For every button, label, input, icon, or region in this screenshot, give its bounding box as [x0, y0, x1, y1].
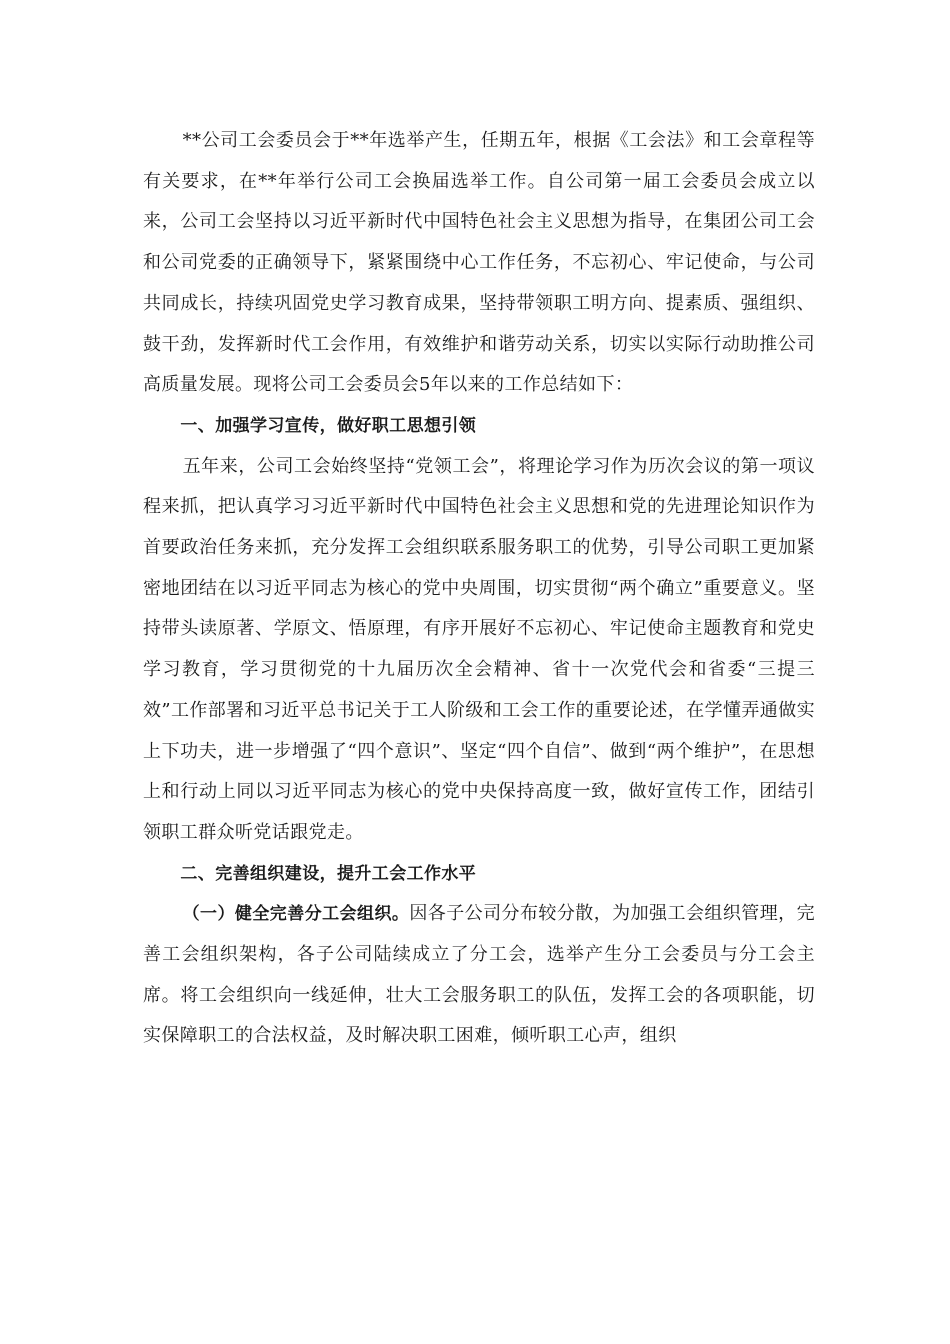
section-heading-1: 一、加强学习宣传，做好职工思想引领 [180, 415, 477, 436]
subsection-1-paragraph [143, 894, 815, 1057]
document-body [143, 121, 815, 1057]
subsection-1-lead: （一）健全完善分工会组织。 [182, 904, 410, 925]
section-1-paragraph: 五年来，公司工会始终坚持“党领工会”，将理论学习作为历次会议的第一项议程来抓，把认真学习习近平新时代中国特色社会主义思想和党的先进理论知识作为首要政治任务来抓，充分发挥工会组织联系服务职工的优势，引导公司职工更加紧密地团结在以习近平同志为核心的党中央周围，切实贯彻“两个确立”重要意义。坚持带头读原著、学原文、悟原理，有序开展好不忘初心、牢记使命主题教育和党史学习教育，学习贯彻党的十九届历次全会精神、省十一次党代会和省委“三提三效”工作部署和习近平总书记关于工人阶级和工会工作的重要论述，在学懂弄通做实上下功夫，进一步增强了“四个意识”、坚定“四个自信”、做到“两个维护”，在思想上和行动上同以习近平同志为核心的党中央保持高度一致，做好宣传工作，团结引领职工群众听党话跟党走。 [143, 455, 815, 843]
intro-paragraph: **公司工会委员会于**年选举产生，任期五年，根据《工会法》和工会章程等有关要求，在**年举行公司工会换届选举工作。自公司第一届工会委员会成立以来，公司工会坚持以习近平新时代中国特色社会主义思想为指导，在集团公司工会和公司党委的正确领导下，紧紧围绕中心工作任务，不忘初心、牢记使命，与公司共同成长，持续巩固党史学习教育成果，坚持带领职工明方向、提素质、强组织、鼓干劲，发挥新时代工会作用，有效维护和谐劳动关系，切实以实际行动助推公司高质量发展。现将公司工会委员会5年以来的工作总结如下： [143, 130, 815, 396]
section-heading-2: 二、完善组织建设，提升工会工作水平 [180, 863, 477, 884]
subsection-1-text: 因各子公司分布较分散，为加强工会组织管理，完善工会组织架构，各子公司陆续成立了分工会，选举产生分工会委员与分工会主席。将工会组织向一线延伸，壮大工会服务职工的队伍，发挥工会的各项职能，切实保障职工的合法权益，及时解决职工困难，倾听职工心声，组织 [143, 903, 815, 1047]
